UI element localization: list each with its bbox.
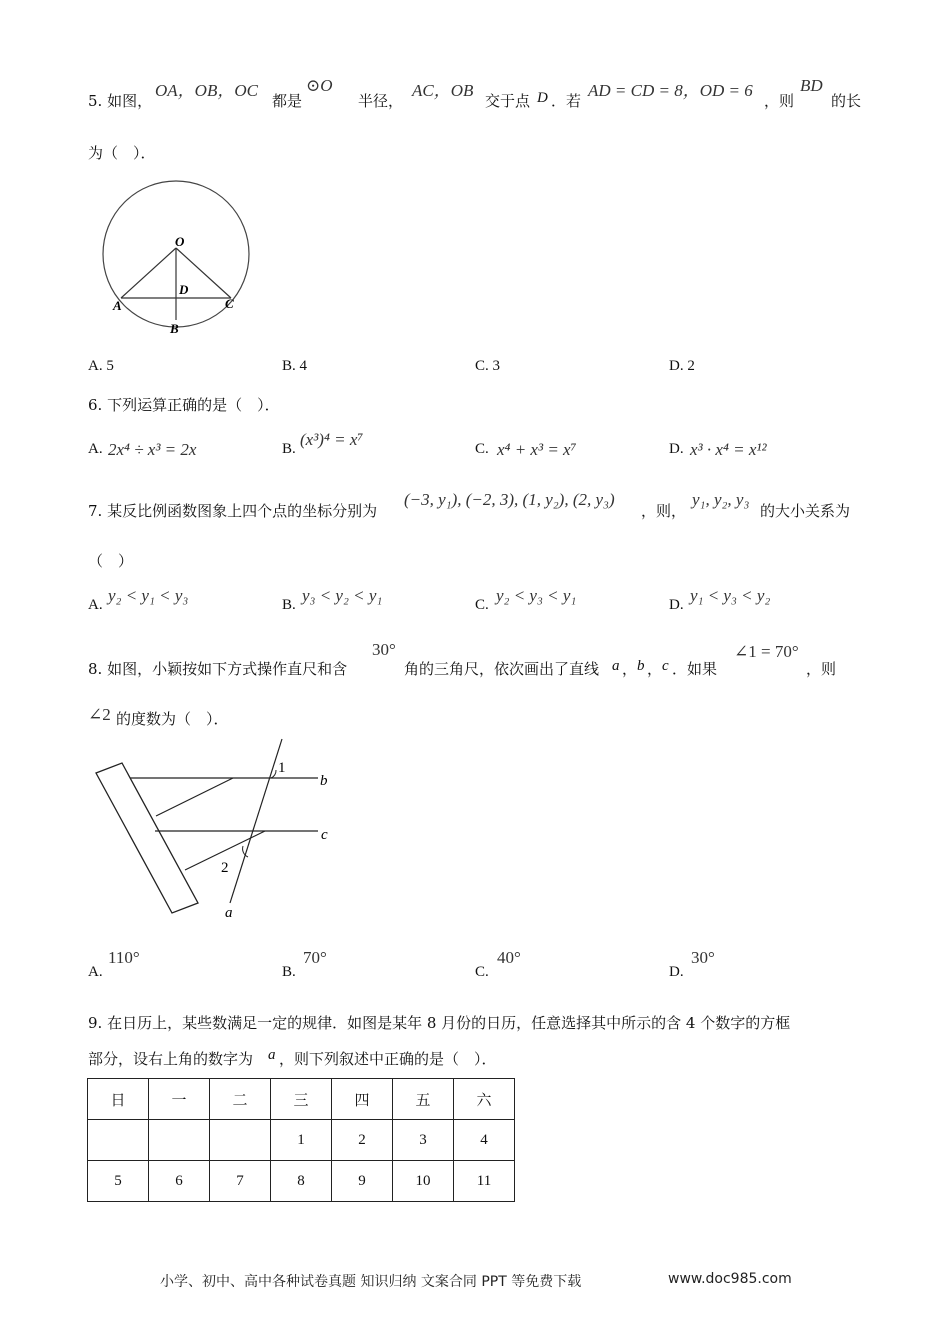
q6-stem: 6. 下列运算正确的是（ ）． (88, 396, 280, 414)
q5-option-b[interactable]: B. 4 (282, 358, 308, 374)
q8-option-a-math[interactable]: 110° (108, 948, 140, 967)
label-c: c (321, 827, 328, 843)
q8-text-line2: 的度数为（ ）． (116, 710, 229, 728)
q6-option-b-math[interactable]: (x³)⁴ = x⁷ (300, 430, 364, 449)
calendar-cell: 7 (210, 1161, 271, 1202)
triangle-hyp-upper (156, 778, 233, 816)
q5-math-point: D (537, 90, 548, 106)
q5-text: 都是 (272, 92, 303, 110)
q7-math-vars: y₁, y₂, y₃ (692, 490, 750, 509)
calendar-header-cell: 二 (210, 1079, 271, 1120)
q8-ruler-figure (90, 735, 345, 925)
calendar-cell: 8 (271, 1161, 332, 1202)
calendar-cell: 10 (393, 1161, 454, 1202)
q7-option-b-letter[interactable]: B. (282, 597, 296, 613)
q7-option-d-letter[interactable]: D. (669, 597, 684, 613)
calendar-cell (149, 1120, 210, 1161)
calendar-table (87, 1078, 515, 1202)
q6-option-b-letter[interactable]: B. (282, 441, 296, 457)
label-b: b (320, 773, 328, 789)
q8-math-angle: 30° (372, 640, 396, 659)
calendar-cell (88, 1120, 149, 1161)
q8-option-c-math[interactable]: 40° (497, 948, 521, 967)
q9-math-a: a (268, 1047, 276, 1063)
q6-option-d-letter[interactable]: D. (669, 441, 684, 457)
calendar-header-cell: 日 (88, 1079, 149, 1120)
q8-math-c: c (662, 658, 669, 674)
q5-text: ．若 (551, 92, 582, 110)
q7-option-c-letter[interactable]: C. (475, 597, 489, 613)
q9-text-line1: 9. 在日历上，某些数满足一定的规律．如图是某年 8 月份的日历，任意选择其中所示的含 4 个数字的方框 (88, 1014, 791, 1032)
calendar-cell: 4 (454, 1120, 515, 1161)
label-o: O (175, 234, 185, 249)
q8-text: ， (622, 660, 638, 678)
q8-math-b: b (637, 658, 645, 674)
q9-text: 部分，设右上角的数字为 (88, 1050, 254, 1068)
label-b: B (170, 321, 179, 336)
q6-option-d-math[interactable]: x³ · x⁴ = x¹² (690, 440, 767, 459)
q8-text: ，则 (806, 660, 837, 678)
segment-oa (121, 248, 176, 298)
q8-option-d-letter[interactable]: D. (669, 964, 684, 980)
q8-option-d-math[interactable]: 30° (691, 948, 715, 967)
calendar-header-row (88, 1079, 515, 1120)
label-a: A (113, 298, 122, 313)
calendar-cell: 9 (332, 1161, 393, 1202)
q5-option-c[interactable]: C. 3 (475, 358, 501, 374)
q5-text: 5. 如图， (88, 92, 153, 110)
q8-option-a-letter[interactable]: A. (88, 964, 103, 980)
q6-option-c-math[interactable]: x⁴ + x³ = x⁷ (497, 440, 577, 459)
calendar-cell: 1 (271, 1120, 332, 1161)
q8-text: 角的三角尺，依次画出了直线 (404, 660, 600, 678)
q5-math-target: BD (800, 76, 823, 95)
q8-text: 8. 如图，小颖按如下方式操作直尺和含 (88, 660, 348, 678)
q6-option-c-letter[interactable]: C. (475, 441, 489, 457)
q8-math-given: ∠1 = 70° (734, 642, 799, 661)
label-a: a (225, 905, 233, 921)
q5-math-given: AD = CD = 8，OD = 6 (588, 81, 753, 100)
calendar-cell: 11 (454, 1161, 515, 1202)
q6-option-a-letter[interactable]: A. (88, 441, 103, 457)
label-1: 1 (278, 760, 286, 776)
q5-text: 交于点 (485, 92, 531, 110)
q8-text: ．如果 (672, 660, 718, 678)
q7-option-b-math[interactable]: y₃ < y₂ < y₁ (302, 586, 383, 605)
q7-text-line2: （ ） (88, 552, 134, 570)
q7-option-d-math[interactable]: y₁ < y₃ < y₂ (690, 586, 771, 605)
calendar-cell (210, 1120, 271, 1161)
q5-math-lines: AC，OB (412, 81, 474, 100)
calendar-row (88, 1161, 515, 1202)
q5-text: 的长 (831, 92, 862, 110)
label-c: C (225, 296, 234, 311)
q5-option-d[interactable]: D. 2 (669, 358, 695, 374)
calendar-header-cell: 一 (149, 1079, 210, 1120)
q8-option-b-math[interactable]: 70° (303, 948, 327, 967)
q7-option-a-letter[interactable]: A. (88, 597, 103, 613)
q5-option-a[interactable]: A. 5 (88, 358, 114, 374)
calendar-header-cell: 六 (454, 1079, 515, 1120)
q5-math-circle: ⊙O (306, 76, 333, 95)
label-2: 2 (221, 860, 229, 876)
q8-math-angle2: ∠2 (88, 705, 111, 724)
label-d: D (179, 282, 189, 297)
calendar-row (88, 1120, 515, 1161)
calendar-header-cell: 三 (271, 1079, 332, 1120)
q8-math-a: a (612, 658, 620, 674)
q5-text-line2: 为（ ）． (88, 144, 156, 162)
q9-text: ，则下列叙述中正确的是（ ）． (279, 1050, 497, 1068)
q6-option-a-math[interactable]: 2x⁴ ÷ x³ = 2x (108, 440, 197, 459)
q5-text: ，则 (764, 92, 795, 110)
q7-option-c-math[interactable]: y₂ < y₃ < y₁ (496, 586, 577, 605)
q7-text: ，则， (641, 502, 687, 520)
footer-text: 小学、初中、高中各种试卷真题 知识归纳 文案合同 PPT 等免费下载 (160, 1274, 582, 1290)
q8-option-c-letter[interactable]: C. (475, 964, 489, 980)
calendar-cell: 3 (393, 1120, 454, 1161)
calendar-cell: 2 (332, 1120, 393, 1161)
q8-option-b-letter[interactable]: B. (282, 964, 296, 980)
q5-math-radii: OA，OB，OC (155, 81, 258, 100)
calendar-header-cell: 四 (332, 1079, 393, 1120)
calendar-cell: 6 (149, 1161, 210, 1202)
line-a (230, 739, 282, 903)
q7-text: 的大小关系为 (760, 502, 851, 520)
q7-math-points: (−3, y₁), (−2, 3), (1, y₂), (2, y₃) (404, 490, 615, 509)
calendar-cell: 5 (88, 1161, 149, 1202)
footer-url[interactable]: www.doc985.com (668, 1271, 792, 1287)
q7-option-a-math[interactable]: y₂ < y₁ < y₃ (108, 586, 189, 605)
calendar-header-cell: 五 (393, 1079, 454, 1120)
ruler (96, 763, 198, 913)
q8-text: ， (647, 660, 663, 678)
q5-text: 半径， (358, 92, 404, 110)
q7-text: 7. 某反比例函数图象上四个点的坐标分别为 (88, 502, 378, 520)
q5-circle-figure (95, 180, 260, 340)
